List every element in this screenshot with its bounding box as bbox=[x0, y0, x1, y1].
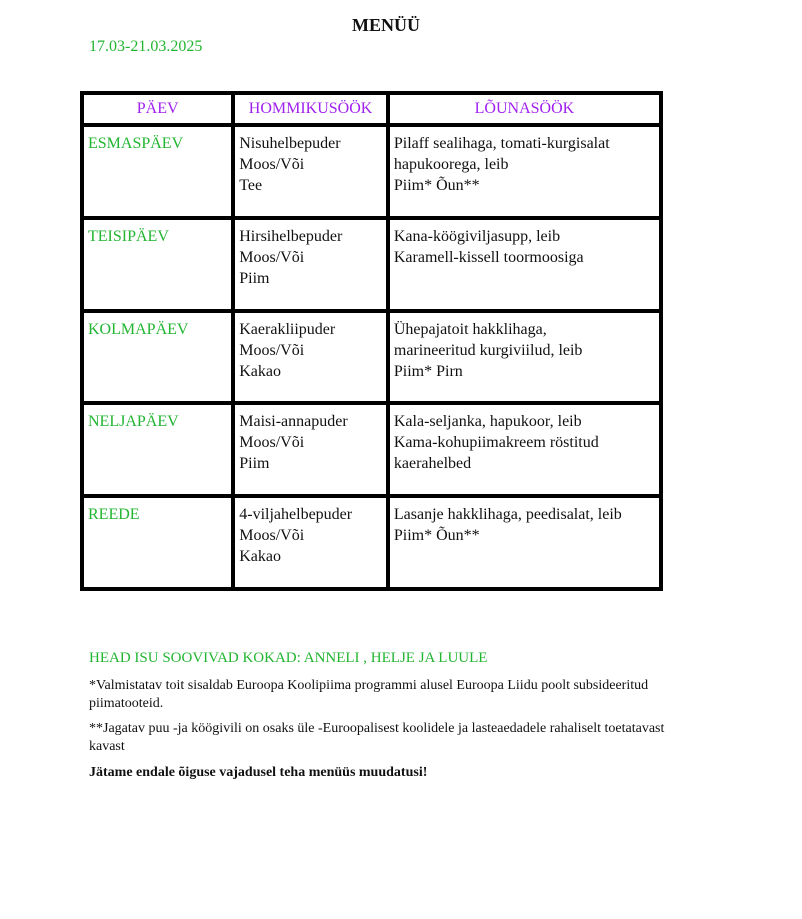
lunch-cell: Lasanje hakklihaga, peedisalat, leib Piim* Õun** bbox=[388, 496, 661, 589]
header-lunch: LÕUNASÖÖK bbox=[388, 93, 661, 125]
table-row bbox=[82, 218, 661, 311]
day-cell: ESMASPÄEV bbox=[82, 125, 233, 218]
footnote-milk: *Valmistatav toit sisaldab Euroopa Koolipiima programmi alusel Euroopa Liidu poolt subsideeritud piimatooteid. bbox=[89, 678, 649, 711]
lunch-cell: Ühepajatoit hakklihaga, marineeritud kurgiviilud, leib Piim* Pirn bbox=[388, 311, 661, 404]
lunch-cell: Kana-köögiviljasupp, leib Karamell-kissell toormoosiga bbox=[388, 218, 661, 311]
breakfast-cell: 4-viljahelbepuder Moos/Või Kakao bbox=[233, 496, 388, 589]
menu-change-notice: Jätame endale õiguse vajadusel teha menüüs muudatusi! bbox=[89, 765, 428, 780]
day-cell: KOLMAPÄEV bbox=[82, 311, 233, 404]
chefs-greeting: HEAD ISU SOOVIVAD KOKAD: ANNELI , HELJE JA LUULE bbox=[89, 650, 488, 666]
breakfast-cell: Maisi-annapuder Moos/Või Piim bbox=[233, 403, 388, 496]
breakfast-cell: Nisuhelbepuder Moos/Või Tee bbox=[233, 125, 388, 218]
table-row bbox=[82, 496, 661, 589]
day-cell: REEDE bbox=[82, 496, 233, 589]
header-breakfast: HOMMIKUSÖÖK bbox=[233, 93, 388, 125]
date-range: 17.03-21.03.2025 bbox=[89, 38, 203, 55]
table-header-row bbox=[82, 93, 661, 125]
menu-table bbox=[80, 91, 663, 591]
table-row bbox=[82, 125, 661, 218]
breakfast-cell: Kaerakliipuder Moos/Või Kakao bbox=[233, 311, 388, 404]
day-cell: TEISIPÄEV bbox=[82, 218, 233, 311]
footnote-fruit: **Jagatav puu -ja köögivili on osaks üle -Euroopalisest koolidele ja lasteaedadele rahaliselt toetatavast kavast bbox=[89, 721, 665, 754]
day-cell: NELJAPÄEV bbox=[82, 403, 233, 496]
breakfast-cell: Hirsihelbepuder Moos/Või Piim bbox=[233, 218, 388, 311]
table-row bbox=[82, 403, 661, 496]
lunch-cell: Kala-seljanka, hapukoor, leib Kama-kohupiimakreem röstitud kaerahelbed bbox=[388, 403, 661, 496]
table-row bbox=[82, 311, 661, 404]
lunch-cell: Pilaff sealihaga, tomati-kurgisalat hapukoorega, leib Piim* Õun** bbox=[388, 125, 661, 218]
header-day: PÄEV bbox=[82, 93, 233, 125]
page-title: MENÜÜ bbox=[352, 15, 420, 35]
